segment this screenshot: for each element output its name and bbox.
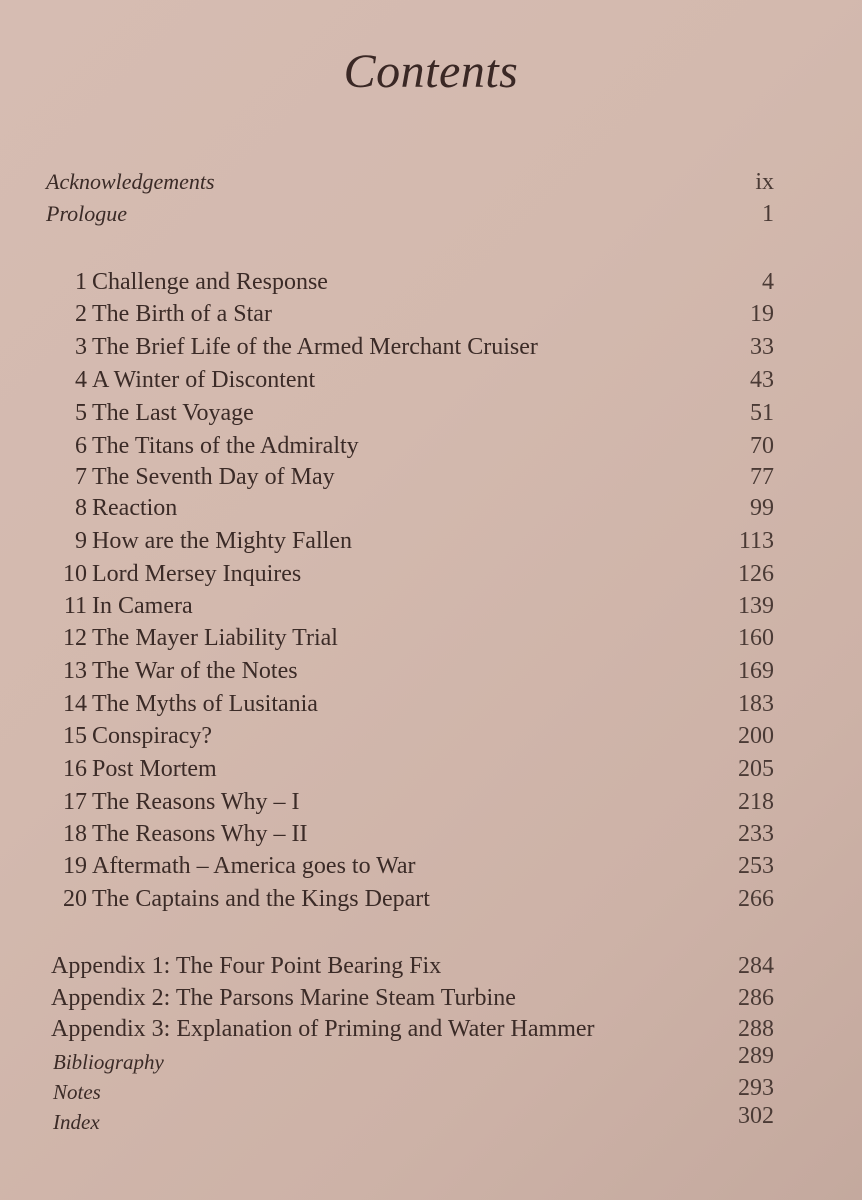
- toc-chapter-12[interactable]: [0, 622, 862, 654]
- chapter-number: 17: [63, 789, 87, 815]
- chapter-title: How are the Mighty Fallen: [92, 528, 352, 554]
- chapter-page: 266: [738, 886, 774, 912]
- toc-chapter-20[interactable]: [0, 883, 862, 915]
- toc-chapter-8[interactable]: [0, 492, 862, 524]
- chapter-title: The War of the Notes: [92, 658, 298, 684]
- chapter-number: 5: [75, 400, 87, 426]
- entry-label: Bibliography: [53, 1050, 164, 1074]
- chapter-page: 253: [738, 853, 774, 879]
- toc-chapter-3[interactable]: [0, 331, 862, 363]
- entry-page: 302: [738, 1103, 774, 1129]
- chapter-page: 139: [738, 593, 774, 619]
- chapter-page: 169: [738, 658, 774, 684]
- page-title: Contents: [343, 45, 519, 98]
- chapter-number: 1: [75, 269, 87, 295]
- toc-appendix-2[interactable]: [0, 982, 862, 1014]
- chapter-page: 113: [738, 528, 774, 554]
- chapter-title: The Titans of the Admiralty: [92, 433, 359, 459]
- chapter-page: 77: [750, 464, 774, 490]
- chapter-page: 200: [738, 723, 774, 749]
- entry-label: Prologue: [46, 201, 128, 226]
- appendix-title: Appendix 1: The Four Point Bearing Fix: [51, 953, 442, 979]
- entry-page: 289: [738, 1043, 774, 1069]
- chapter-page: 183: [738, 691, 774, 717]
- entry-page: 293: [738, 1075, 774, 1101]
- chapter-number: 7: [75, 464, 87, 490]
- chapter-page: 218: [738, 789, 774, 815]
- toc-chapter-2[interactable]: [0, 298, 862, 330]
- chapter-number: 3: [75, 334, 87, 360]
- chapter-number: 4: [75, 367, 87, 393]
- toc-chapter-19[interactable]: [0, 850, 862, 882]
- chapter-number: 6: [75, 433, 87, 459]
- chapter-page: 233: [738, 821, 774, 847]
- chapter-page: 33: [750, 334, 774, 360]
- chapter-title: The Reasons Why – I: [92, 789, 300, 815]
- appendix-title: Appendix 2: The Parsons Marine Steam Turbine: [51, 985, 516, 1011]
- chapter-page: 4: [762, 269, 774, 295]
- chapter-page: 70: [750, 433, 774, 459]
- appendix-title: Appendix 3: Explanation of Priming and Water Hammer: [51, 1016, 595, 1042]
- chapter-title: The Myths of Lusitania: [92, 691, 318, 717]
- chapter-title: The Captains and the Kings Depart: [92, 886, 430, 912]
- chapter-page: 51: [750, 400, 774, 426]
- chapter-number: 16: [63, 756, 87, 782]
- chapter-title: Post Mortem: [92, 756, 217, 782]
- toc-appendix-3[interactable]: [0, 1013, 862, 1045]
- toc-chapter-16[interactable]: [0, 753, 862, 785]
- chapter-page: 99: [750, 495, 774, 521]
- chapter-title: Conspiracy?: [92, 723, 212, 749]
- chapter-number: 15: [63, 723, 87, 749]
- toc-chapter-9[interactable]: [0, 525, 862, 557]
- chapter-title: The Last Voyage: [92, 400, 254, 426]
- chapter-title: The Seventh Day of May: [92, 464, 335, 490]
- toc-entry-index[interactable]: [0, 1103, 862, 1138]
- chapter-title: The Brief Life of the Armed Merchant Cruiser: [92, 334, 538, 360]
- toc-chapter-10[interactable]: [0, 558, 862, 590]
- toc-chapter-4[interactable]: [0, 364, 862, 396]
- toc-appendix-1[interactable]: [0, 950, 862, 982]
- chapter-title: The Birth of a Star: [92, 301, 272, 327]
- chapter-title: Lord Mersey Inquires: [92, 561, 302, 587]
- toc-chapter-6[interactable]: [0, 430, 862, 462]
- appendix-page: 284: [738, 953, 774, 979]
- chapter-number: 18: [63, 821, 87, 847]
- chapter-number: 11: [63, 593, 87, 619]
- chapter-number: 10: [63, 561, 87, 587]
- entry-label: Acknowledgements: [46, 169, 215, 194]
- chapter-number: 20: [63, 886, 87, 912]
- chapter-title: A Winter of Discontent: [92, 367, 316, 393]
- chapter-number: 19: [63, 853, 87, 879]
- chapter-page: 126: [738, 561, 774, 587]
- toc-chapter-18[interactable]: [0, 818, 862, 850]
- chapter-title: The Reasons Why – II: [92, 821, 308, 847]
- chapter-title: Challenge and Response: [92, 269, 328, 295]
- chapter-number: 9: [75, 528, 87, 554]
- chapter-page: 160: [738, 625, 774, 651]
- chapter-title: Reaction: [92, 495, 178, 521]
- chapter-number: 13: [63, 658, 87, 684]
- appendix-page: 286: [738, 985, 774, 1011]
- toc-chapter-7[interactable]: [0, 461, 862, 493]
- chapter-page: 19: [750, 301, 774, 327]
- chapter-title: The Mayer Liability Trial: [92, 625, 338, 651]
- chapter-title: In Camera: [92, 593, 193, 619]
- chapter-number: 2: [75, 301, 87, 327]
- toc-entry-bibliography[interactable]: [0, 1043, 862, 1078]
- chapter-title: Aftermath – America goes to War: [92, 853, 416, 879]
- chapter-number: 14: [63, 691, 87, 717]
- toc-entry-notes[interactable]: [0, 1076, 862, 1108]
- chapter-page: 43: [750, 367, 774, 393]
- toc-entry-prologue[interactable]: [0, 198, 862, 230]
- toc-chapter-5[interactable]: [0, 397, 862, 429]
- appendix-page: 288: [738, 1016, 774, 1042]
- entry-page: ix: [755, 169, 774, 195]
- toc-chapter-1[interactable]: [0, 266, 862, 298]
- chapter-page: 205: [738, 756, 774, 782]
- toc-chapter-13[interactable]: [0, 655, 862, 687]
- toc-chapter-11[interactable]: [0, 590, 862, 622]
- entry-page: 1: [762, 201, 774, 227]
- toc-entry-acknowledgements[interactable]: [0, 166, 862, 198]
- toc-chapter-17[interactable]: [0, 786, 862, 818]
- entry-label: Notes: [53, 1080, 101, 1104]
- chapter-number: 8: [75, 495, 87, 521]
- toc-chapter-14[interactable]: [0, 688, 862, 720]
- entry-label: Index: [53, 1110, 100, 1134]
- chapter-number: 12: [63, 625, 87, 651]
- toc-chapter-15[interactable]: [0, 720, 862, 752]
